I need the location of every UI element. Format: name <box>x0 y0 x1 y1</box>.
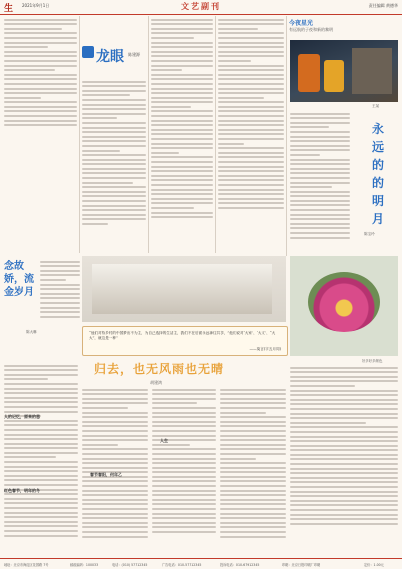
subhead: 红色春节，明年的冬 <box>4 488 40 493</box>
flower-icon <box>308 272 380 332</box>
flower-photo-frame <box>290 256 398 356</box>
article-author: 胡建鸿 <box>150 380 162 385</box>
column-divider <box>148 16 149 253</box>
footer-print: 印刷：北京日报印刷厂印刷 <box>282 563 321 567</box>
column-divider <box>286 16 287 256</box>
article-column <box>82 386 148 554</box>
poem-subtitle: 有远航的子夜和新的黎明 <box>289 27 333 32</box>
photo-workers <box>290 40 398 102</box>
pull-quote-source: ——莫言(宇五月同) <box>249 347 281 351</box>
article-title: 念故娇，流金岁月 <box>4 261 34 298</box>
article-author: 陈建源 <box>128 52 140 57</box>
footer-complaint: 投诉电话：010-67912345 <box>220 563 260 567</box>
article-author: 陈大琳 <box>26 330 37 334</box>
article-column <box>218 16 284 248</box>
section-marker-icon <box>82 46 94 58</box>
footer-ad: 广告电话：010-57712345 <box>162 563 202 567</box>
issue-date: 2021年9月1日 <box>22 3 50 8</box>
vertical-author: 陈宝玲 <box>364 232 375 236</box>
photo-figure <box>324 60 344 92</box>
photo-caption: 王某 <box>372 104 380 108</box>
footer-address: 地址：北京市海淀区花园路 7号 <box>4 563 49 567</box>
article-column <box>40 258 80 358</box>
article-title-longxia <box>82 46 148 76</box>
subhead: 春节春阳，何年乙 <box>90 472 122 477</box>
vertical-title: 永远的的明月 <box>372 122 385 226</box>
footer-phone: 电话：(010) 57712345 <box>112 563 148 567</box>
column-divider <box>215 16 216 253</box>
pull-quote-text: “他们对待乡村的中国梦出不为主，为自己选择的生活主，我们不在后面永远神往共享，”他们说对‘大家’、‘大义’、“大大”，就这是一种” <box>89 331 276 340</box>
article-title: 归去，也无风雨也无晴 <box>94 362 225 376</box>
article-column <box>82 78 146 248</box>
article-column <box>4 16 77 136</box>
article-title-guilai <box>82 358 286 380</box>
footer-postcode: 邮政编码：100033 <box>70 563 99 567</box>
article-column <box>220 386 286 554</box>
column-divider <box>79 16 80 253</box>
section-editor: 责任编辑 黄德华 <box>368 3 398 8</box>
masthead <box>0 0 402 15</box>
article-column <box>151 16 213 248</box>
article-title: 龙眼 <box>96 49 124 65</box>
landscape-photo <box>82 256 286 322</box>
masthead-logo: 生 <box>4 4 14 14</box>
poem-heading <box>289 18 398 38</box>
subhead: 人生 <box>160 438 168 443</box>
poem-title: 今夜星光 <box>289 20 314 27</box>
photo-machinery <box>352 48 392 94</box>
vertical-title-box <box>364 120 394 250</box>
section-title: 文艺副刊 <box>181 1 221 11</box>
page-footer <box>0 558 402 569</box>
flower-caption: 好多好多颜色 <box>362 359 383 363</box>
article-column <box>4 362 78 554</box>
footer-price: 定价：1.00元 <box>364 563 384 567</box>
landscape-sky <box>92 264 272 314</box>
photo-figure <box>298 54 320 92</box>
pull-quote <box>82 326 288 356</box>
article-column <box>152 386 216 554</box>
article-title-nianchuan <box>4 260 44 350</box>
subhead: 人的记忆，原来的悲 <box>4 414 40 419</box>
article-column <box>290 110 350 250</box>
article-column <box>290 364 398 554</box>
